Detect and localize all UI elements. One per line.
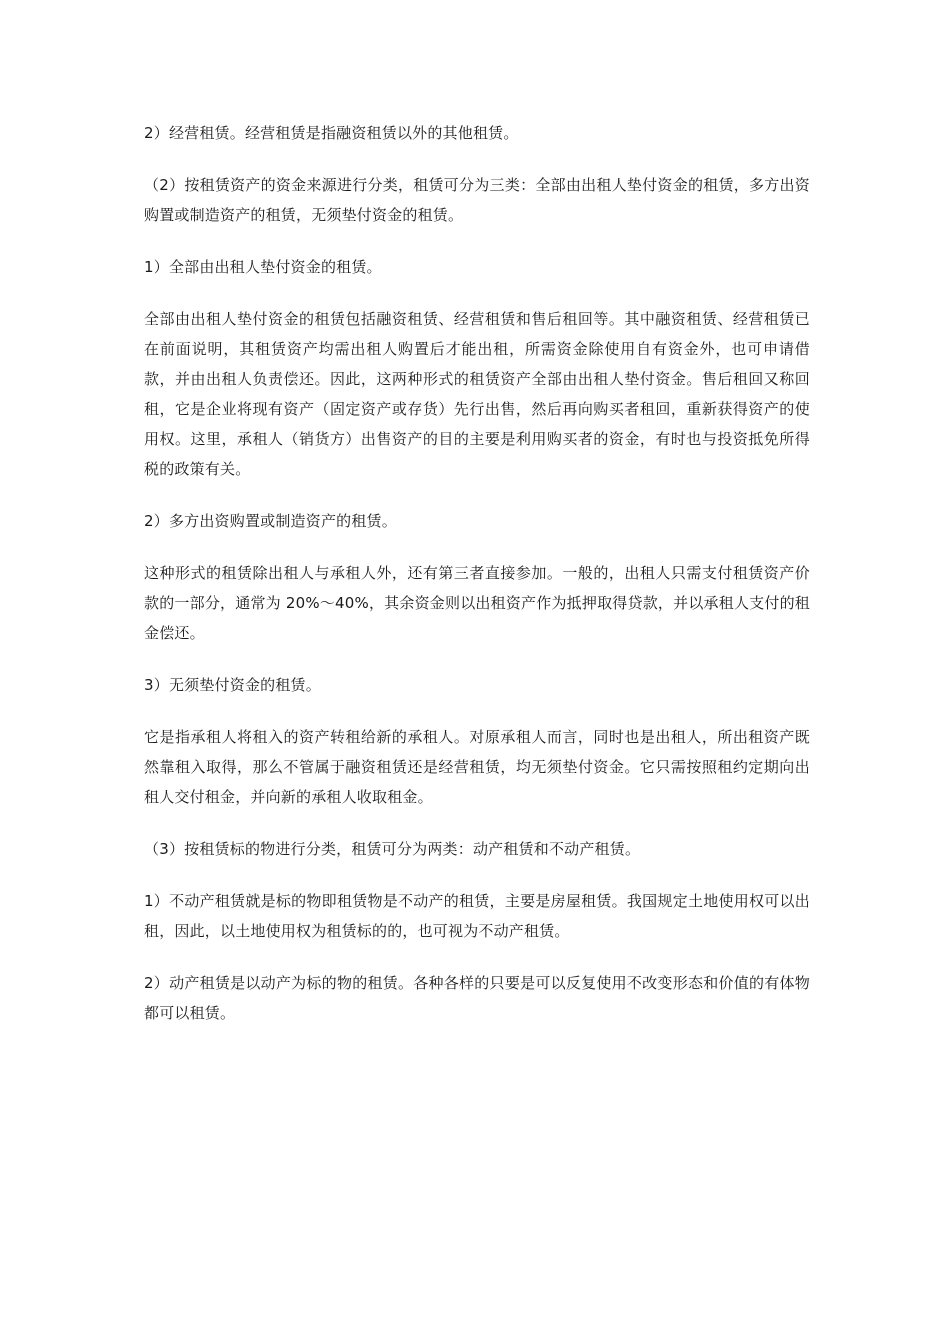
paragraph-classification-by-funding: （2）按租赁资产的资金来源进行分类，租赁可分为三类：全部由出租人垫付资金的租赁，多方出资购置或制造资产的租赁，无须垫付资金的租赁。 — [144, 176, 810, 224]
paragraph-real-estate-lease: 1）不动产租赁就是标的物即租赁物是不动产的租赁，主要是房屋租赁。我国规定土地使用权可以出租，因此，以土地使用权为租赁标的的，也可视为不动产租赁。 — [144, 892, 810, 940]
paragraph-gap — [144, 484, 810, 506]
paragraph-gap — [144, 230, 810, 252]
paragraph-gap — [144, 282, 810, 304]
paragraph-gap — [144, 148, 810, 170]
paragraph-heading-no-funding: 3）无须垫付资金的租赁。 — [144, 676, 321, 694]
paragraph-heading-lessor-funded: 1）全部由出租人垫付资金的租赁。 — [144, 258, 382, 276]
paragraph-gap — [144, 812, 810, 834]
paragraph-gap — [144, 864, 810, 886]
paragraph-lessor-funded-detail: 全部由出租人垫付资金的租赁包括融资租赁、经营租赁和售后租回等。其中融资租赁、经营租赁已在前面说明，其租赁资产均需出租人购置后才能出租，所需资金除使用自有资金外，也可申请借款，并由出租人负责偿还。因此，这两种形式的租赁资产全部由出租人垫付资金。售后租回又称回租，它是企业将现有资产（固定资产或存货）先行出售，然后再向购买者租回，重新获得资产的使用权。这里，承租人（销货方）出售资产的目的主要是利用购买者的资金，有时也与投资抵免所得税的政策有关。 — [144, 310, 810, 478]
paragraph-gap — [144, 946, 810, 968]
paragraph-gap — [144, 700, 810, 722]
document-body — [144, 118, 810, 1028]
paragraph-operating-lease: 2）经营租赁。经营租赁是指融资租赁以外的其他租赁。 — [144, 124, 519, 142]
paragraph-movable-property-lease: 2）动产租赁是以动产为标的物的租赁。各种各样的只要是可以反复使用不改变形态和价值的有体物都可以租赁。 — [144, 974, 810, 1022]
paragraph-gap — [144, 648, 810, 670]
paragraph-gap — [144, 536, 810, 558]
paragraph-classification-by-object: （3）按租赁标的物进行分类，租赁可分为两类：动产租赁和不动产租赁。 — [144, 840, 641, 858]
paragraph-heading-multi-party: 2）多方出资购置或制造资产的租赁。 — [144, 512, 397, 530]
paragraph-no-funding-detail: 它是指承租人将租入的资产转租给新的承租人。对原承租人而言，同时也是出租人，所出租资产既然靠租入取得，那么不管属于融资租赁还是经营租赁，均无须垫付资金。它只需按照租约定期向出租人交付租金，并向新的承租人收取租金。 — [144, 728, 810, 806]
paragraph-multi-party-detail: 这种形式的租赁除出租人与承租人外，还有第三者直接参加。一般的，出租人只需支付租赁资产价款的一部分，通常为 20%～40%，其余资金则以出租资产作为抵押取得贷款，并以承租人支付的租金偿还。 — [144, 564, 810, 642]
